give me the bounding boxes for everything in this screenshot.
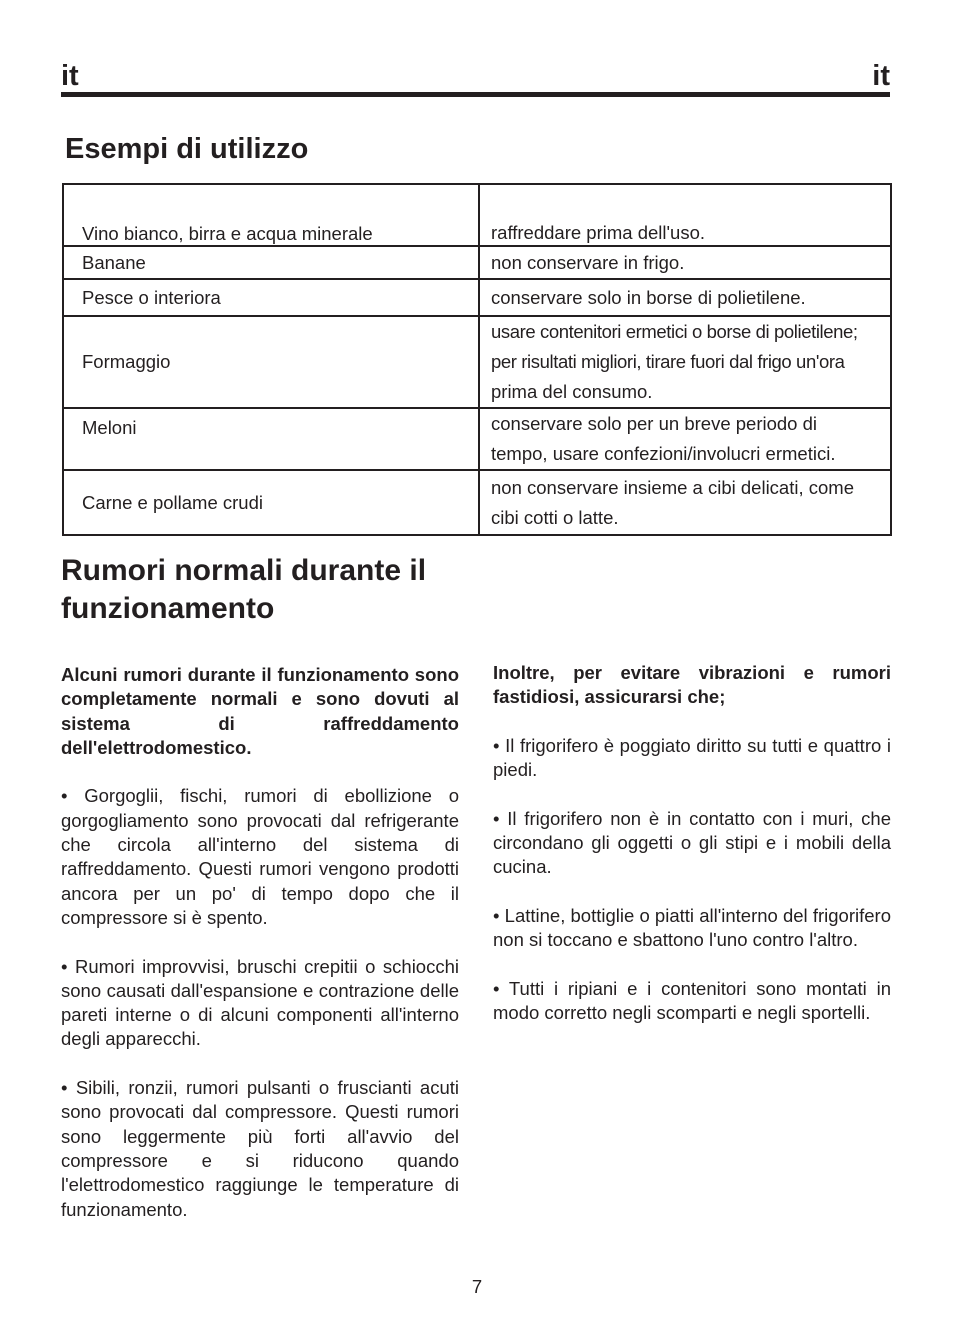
food-cell: Pesce o interiora xyxy=(63,279,479,316)
bullet-paragraph: • Gorgoglii, fischi, rumori di ebollizione o gorgogliamento sono provocati dal refrigerante che circola all'interno del sistema di raffreddamento. Questi rumori vengono prodotti ancora per un po' di tempo dopo che il compressore si è spento. xyxy=(61,785,459,928)
language-code-left: it xyxy=(61,60,79,92)
right-column xyxy=(493,661,891,1050)
note-line: per risultati migliori, tirare fuori dal frigo un'ora xyxy=(491,351,845,372)
food-cell: Carne e pollame crudi xyxy=(63,470,479,535)
page-number: 7 xyxy=(471,1276,483,1297)
usage-examples-table xyxy=(62,183,892,536)
left-column xyxy=(61,663,459,1246)
food-cell: Vino bianco, birra e acqua minerale xyxy=(63,184,479,246)
note-line: non conservare insieme a cibi delicati, come xyxy=(491,476,854,498)
note-cell xyxy=(479,316,891,408)
language-code-right: it xyxy=(872,60,890,92)
note-line: cibi cotti o latte. xyxy=(491,506,619,528)
table-row xyxy=(63,184,891,246)
table-row xyxy=(63,246,891,279)
note-line: prima del consumo. xyxy=(491,381,653,402)
table-row xyxy=(63,279,891,316)
note-cell: conservare solo in borse di polietilene. xyxy=(479,279,891,316)
bullet-paragraph: • Lattine, bottiglie o piatti all'interno del frigorifero non si toccano e sbattono l'uno contro l'altro. xyxy=(493,904,891,951)
note-line: tempo, usare confezioni/involucri ermetici. xyxy=(491,443,836,464)
note-cell: raffreddare prima dell'uso. xyxy=(479,184,891,246)
food-cell: Banane xyxy=(63,246,479,279)
bullet-paragraph: • Tutti i ripiani e i contenitori sono montati in modo corretto negli scomparti e negli sportelli. xyxy=(493,977,891,1024)
table-row xyxy=(63,408,891,470)
intro-paragraph: Alcuni rumori durante il funzionamento sono completamente normali e sono dovuti al sistema di raffreddamento dell'elettrodomestico. xyxy=(61,664,459,758)
bullet-paragraph: • Rumori improvvisi, bruschi crepitii o schiocchi sono causati dall'espansione e contrazione delle pareti interne o di alcuni componenti all'interno degli apparecchi. xyxy=(61,955,459,1050)
bullet-paragraph: • Sibili, ronzii, rumori pulsanti o fruscianti acuti sono provocati dal compressore. Questi rumori sono leggermente più forti all'avvio del compressore e si riducono quando l'elettrodomestico raggiunge le temperature di funzionamento. xyxy=(61,1077,459,1220)
note-cell xyxy=(479,408,891,470)
table-row xyxy=(63,470,891,535)
section-title-usage-examples: Esempi di utilizzo xyxy=(65,133,309,165)
food-cell: Meloni xyxy=(63,408,479,470)
note-cell xyxy=(479,470,891,535)
note-line: conservare solo per un breve periodo di xyxy=(491,413,817,434)
bullet-paragraph: • Il frigorifero non è in contatto con i muri, che circondano gli oggetti o gli stipi e i mobili della cucina. xyxy=(493,807,891,878)
intro-paragraph: Inoltre, per evitare vibrazioni e rumori fastidiosi, assicurarsi che; xyxy=(493,662,891,708)
note-line: usare contenitori ermetici o borse di polietilene; xyxy=(491,321,858,342)
note-cell: non conservare in frigo. xyxy=(479,246,891,279)
header-rule xyxy=(61,92,890,97)
food-cell: Formaggio xyxy=(63,316,479,408)
section-title-normal-noises: Rumori normali durante il funzionamento xyxy=(61,554,427,625)
bullet-paragraph: • Il frigorifero è poggiato diritto su tutti e quattro i piedi. xyxy=(493,734,891,781)
table-row xyxy=(63,316,891,408)
